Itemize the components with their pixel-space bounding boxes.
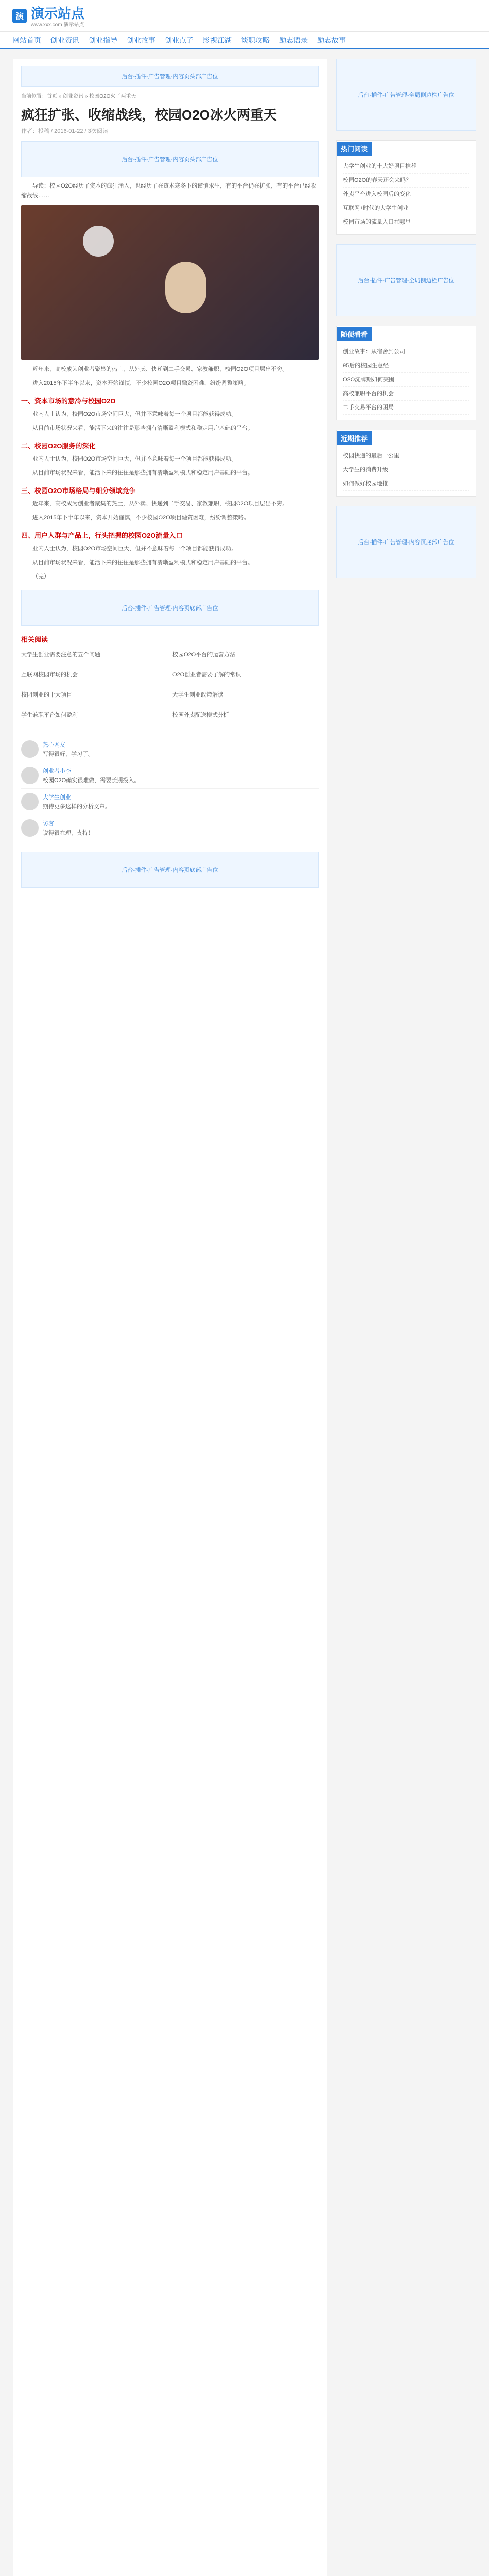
ad-sidebar-bottom[interactable]: 后台-插件-广告管理-内容页底部广告位 <box>336 506 476 578</box>
nav-item-home[interactable]: 网站首页 <box>12 36 41 44</box>
ad-sidebar-mid[interactable]: 后台-插件-广告管理-全局侧边栏广告位 <box>336 244 476 316</box>
hot-item[interactable]: 互联网+时代的大学生创业 <box>343 201 469 215</box>
section-heading-3: 三、校园O2O市场格局与细分领域竞争 <box>21 487 136 495</box>
related-item[interactable]: 学生兼职平台如何盈利 <box>21 707 167 722</box>
ad-sidebar-top[interactable]: 后台-插件-广告管理-全局侧边栏广告位 <box>336 59 476 131</box>
ad-mid[interactable]: 后台-插件-广告管理-内容页底部广告位 <box>21 590 319 626</box>
related-item[interactable]: 大学生创业政策解读 <box>172 687 319 702</box>
comment-text: 说得很在理，支持！ <box>43 830 94 836</box>
comment-text: 期待更多这样的分析文章。 <box>43 804 111 810</box>
article-paragraph: 近年来，高校成为创业者聚集的热土，从外卖、快递到二手交易、家教兼职，校园O2O项目层出不穷。 <box>32 366 288 372</box>
article-paragraph: 业内人士认为，校园O2O市场空间巨大，但并不意味着每一个项目都能获得成功。 <box>32 456 237 462</box>
related-grid <box>21 647 319 722</box>
comment-item <box>21 736 319 762</box>
ad-top-secondary[interactable]: 后台-插件-广告管理-内容页头部广告位 <box>21 141 319 177</box>
tags-list <box>343 345 469 415</box>
nav-item-stories[interactable]: 创业故事 <box>127 36 155 44</box>
comments-section <box>21 731 319 841</box>
hot-list <box>343 160 469 229</box>
related-item[interactable]: 校园O2O平台的运营方法 <box>172 647 319 662</box>
comment-item <box>21 762 319 789</box>
main-nav <box>0 32 489 49</box>
tag-item[interactable]: 创业故事：从宿舍到公司 <box>343 345 469 359</box>
comment-text: 校园O2O确实很难做，需要长期投入。 <box>43 777 140 784</box>
article-paragraph: 进入2015年下半年以来，资本开始谨慎，不少校园O2O项目融资困难，纷纷调整策略。 <box>32 380 250 386</box>
logo-mark-icon: 演 <box>12 9 27 23</box>
tag-item[interactable]: O2O洗牌期如何突围 <box>343 373 469 387</box>
hot-item[interactable]: 大学生创业的十大好项目推荐 <box>343 160 469 174</box>
recent-panel <box>336 430 476 497</box>
site-header <box>0 0 489 32</box>
tag-item[interactable]: 95后的校园生意经 <box>343 359 469 373</box>
recent-title: 近期推荐 <box>337 431 372 445</box>
avatar <box>21 793 39 810</box>
recent-item[interactable]: 校园快递的最后一公里 <box>343 449 469 463</box>
related-item[interactable]: 大学生创业需要注意的五个问题 <box>21 647 167 662</box>
hot-panel <box>336 140 476 235</box>
comment-item <box>21 815 319 841</box>
hot-title: 热门阅读 <box>337 142 372 156</box>
related-item[interactable]: O2O创业者需要了解的常识 <box>172 667 319 682</box>
hot-item[interactable]: 校园O2O的春天还会来吗？ <box>343 174 469 188</box>
tags-panel <box>336 326 476 420</box>
sidebar <box>336 59 476 2576</box>
article-end: （完） <box>32 573 49 580</box>
related-section <box>21 634 319 722</box>
tag-item[interactable]: 高校兼职平台的机会 <box>343 387 469 401</box>
article-title: 疯狂扩张、收缩战线，校园O2O冰火两重天 <box>21 107 277 123</box>
recent-list <box>343 449 469 491</box>
recent-item[interactable]: 大学生的消费升级 <box>343 463 469 477</box>
comment-item <box>21 789 319 815</box>
recent-item[interactable]: 如何做好校园地推 <box>343 477 469 491</box>
avatar <box>21 767 39 784</box>
section-heading-2: 二、校园O2O服务的深化 <box>21 442 96 450</box>
article-paragraph: 从目前市场状况来看，能活下来的往往是那些拥有清晰盈利模式和稳定用户基础的平台。 <box>32 425 253 431</box>
comment-author[interactable]: 创业者小李 <box>43 768 71 774</box>
related-item[interactable]: 互联网校园市场的机会 <box>21 667 167 682</box>
hot-item[interactable]: 校园市场的流量入口在哪里 <box>343 215 469 229</box>
section-heading-4: 四、用户人群与产品上，行头把握的校园O2O流量入口 <box>21 532 183 539</box>
tag-item[interactable]: 二手交易平台的困局 <box>343 401 469 415</box>
related-item[interactable]: 校园创业的十大项目 <box>21 687 167 702</box>
nav-item-career[interactable]: 谈职攻略 <box>241 36 270 44</box>
logo-text: 演示站点 <box>31 6 85 21</box>
lead-image <box>21 205 319 360</box>
article-paragraph: 进入2015年下半年以来，资本开始谨慎，不少校园O2O项目融资困难，纷纷调整策略。 <box>32 515 250 521</box>
ad-top[interactable]: 后台-插件-广告管理-内容页头部广告位 <box>21 66 319 87</box>
article-main <box>13 59 327 2576</box>
site-logo[interactable] <box>12 3 84 28</box>
nav-item-ideas[interactable]: 创业点子 <box>165 36 194 44</box>
hot-item[interactable]: 外卖平台进入校园后的变化 <box>343 188 469 201</box>
image-decor-2 <box>165 262 206 313</box>
breadcrumb: 当前位置：首页 » 创业资讯 » 校园O2O火了两重天 <box>21 94 136 99</box>
article-paragraph: 从目前市场状况来看，能活下来的往往是那些拥有清晰盈利模式和稳定用户基础的平台。 <box>32 470 253 476</box>
related-title: 相关阅读 <box>21 636 48 643</box>
comment-text: 写得很好，学习了。 <box>43 751 94 757</box>
nav-item-news[interactable]: 创业资讯 <box>50 36 79 44</box>
content-container <box>13 49 476 2576</box>
avatar <box>21 740 39 758</box>
section-heading-1: 一、资本市场的意冷与校园O2O <box>21 397 116 405</box>
avatar <box>21 819 39 837</box>
nav-item-movies[interactable]: 影视江湖 <box>203 36 232 44</box>
article-paragraph: 从目前市场状况来看，能活下来的往往是那些拥有清晰盈利模式和稳定用户基础的平台。 <box>32 560 253 566</box>
nav-item-guide[interactable]: 创业指导 <box>89 36 117 44</box>
comment-author[interactable]: 大学生创业 <box>43 794 71 801</box>
comment-author[interactable]: 热心网友 <box>43 742 65 748</box>
comment-author[interactable]: 访客 <box>43 821 54 827</box>
article-paragraph: 业内人士认为，校园O2O市场空间巨大，但并不意味着每一个项目都能获得成功。 <box>32 546 237 552</box>
article-paragraph: 业内人士认为，校园O2O市场空间巨大，但并不意味着每一个项目都能获得成功。 <box>32 411 237 417</box>
article-paragraph: 导读：校园O2O经历了资本的疯狂涌入，也经历了在资本寒冬下的谨慎求生，有的平台仍在扩张，有的平台已经收缩战线…… <box>21 183 317 199</box>
image-decor-1 <box>83 226 114 257</box>
article-paragraph: 近年来，高校成为创业者聚集的热土，从外卖、快递到二手交易、家教兼职，校园O2O项目层出不穷。 <box>32 501 288 507</box>
article-meta: 作者：投稿 / 2016-01-22 / 3次阅读 <box>21 128 108 134</box>
nav-item-quotes[interactable]: 励志语录 <box>279 36 308 44</box>
logo-subtext: www.xxx.com 演示站点 <box>31 22 84 28</box>
nav-item-inspiration[interactable]: 励志故事 <box>317 36 346 44</box>
related-item[interactable]: 校园外卖配送模式分析 <box>172 707 319 722</box>
tags-title: 随便看看 <box>337 327 372 341</box>
ad-bottom[interactable]: 后台-插件-广告管理-内容页底部广告位 <box>21 852 319 888</box>
